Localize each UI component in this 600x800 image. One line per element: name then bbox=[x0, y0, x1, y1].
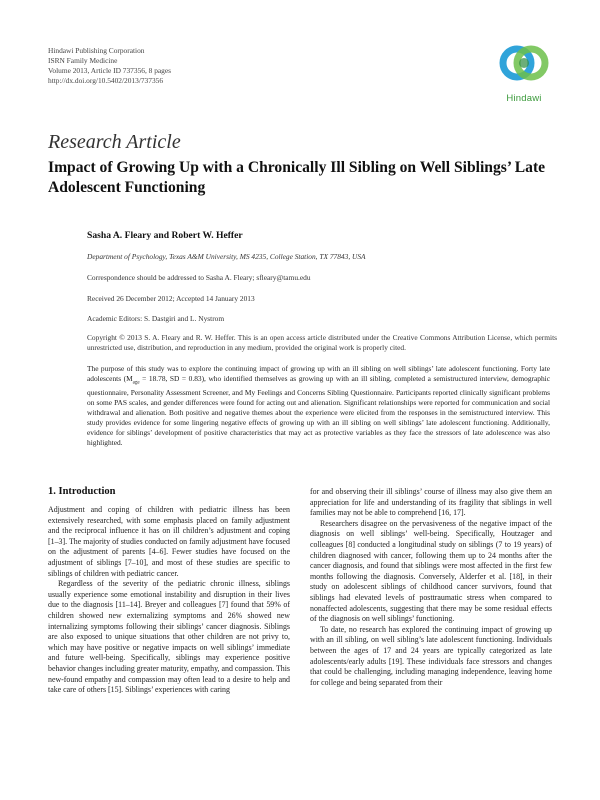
affiliation: Department of Psychology, Texas A&M University, MS 4235, College Station, TX 77843, USA bbox=[87, 252, 366, 261]
body-paragraph: Researchers disagree on the pervasiveness of the negative impact of the diagnosis on well siblings’ well-being. Specifically, Houtzager and colleagues [8] conducted a longitudinal study on siblings (7 to 19 years) of children diagnosed with cancer, following them up to 24 months after the cancer diagnosis, and found that siblings were most affected in the first few months following the diagnosis. Conversely, Alderfer et al. [18], in their study on adolescent siblings of childhood cancer survivors, found that siblings had elevated levels of posttraumatic stress when compared to nonaffected adolescents, suggesting that there may be some residual effects of the diagnosis on well siblings’ functioning. bbox=[310, 518, 552, 624]
academic-editors: Academic Editors: S. Dastgiri and L. Nystrom bbox=[87, 314, 225, 323]
section-heading: 1. Introduction bbox=[48, 486, 116, 497]
abstract bbox=[87, 364, 550, 448]
body-column-left bbox=[48, 505, 290, 696]
body-paragraph: for and observing their ill siblings’ course of illness may also give them an appreciation for life and understanding of its fragility that siblings in well families may not be able to comprehend [16, 17]. bbox=[310, 487, 552, 518]
doi-link[interactable]: http://dx.doi.org/10.5402/2013/737356 bbox=[48, 76, 164, 85]
copyright-notice: Copyright © 2013 S. A. Fleary and R. W. Heffer. This is an open access article distributed under the Creative Commons Attribution License, which permits unrestricted use, distribution, and reproduction in any medium, provided the original work is properly cited. bbox=[87, 333, 557, 352]
abstract-part-1: The purpose of this study was to explore the continuing impact of growing up with an ill sibling on well siblings’ late adolescent functioning. Forty late adolescents (M bbox=[87, 364, 550, 383]
publisher-name: Hindawi Publishing Corporation bbox=[48, 46, 145, 55]
body-paragraph: Regardless of the severity of the pediatric chronic illness, siblings usually experience some emotional instability and disruption in their lives due to the diagnosis [11–14]. Breyer and colleagues [7] found that 59% of children showed new externalizing symptoms and 26% showed new internalizing symptoms following their siblings’ cancer diagnosis. Siblings are also exposed to unique situations that other children are not privy to, which may have positive or negative impacts on well siblings’ immediate and future well-being. Specifically, siblings may experience positive behavior changes including greater maturity, empathy, and compassion. This new-found empathy and compassion may often lead to a desire to help and take care of others [15]. Siblings’ experiences with caring bbox=[48, 579, 290, 695]
logo-wordmark: Hindawi bbox=[506, 93, 542, 104]
volume-info: Volume 2013, Article ID 737356, 8 pages bbox=[48, 66, 172, 75]
correspondence: Correspondence should be addressed to Sasha A. Fleary; sfleary@tamu.edu bbox=[87, 273, 311, 282]
publication-info bbox=[48, 46, 171, 86]
author-list: Sasha A. Fleary and Robert W. Heffer bbox=[87, 230, 243, 241]
abstract-part-2: = 18.78, SD = 0.83), who identified themselves as growing up with an ill sibling, completed a semistructured interview, demographic questionnaire, Personality Assessment Screener, and My Feelings and Concerns Sibling Questionnaire. Participants reported clinically significant problems on some PAS scales, and gender differences were found for acting out and alienation. Significant relationships were reported for communication and social withdrawal and alienation. Both positive and negative themes about the experience were elicited from the responses in the semistructured interview. This study provides evidence for some lingering negative effects of growing up with an ill sibling on well siblings’ late adolescent functioning. Additionally, evidence for siblings’ development of positive characteristics that may act as protective variables as they face the stressors of late adolescence was also highlighted. bbox=[87, 374, 550, 448]
body-column-right bbox=[310, 487, 552, 688]
body-paragraph: Adjustment and coping of children with pediatric illness has been extensively researched, with some emphasis placed on family adjustment and the reciprocal influence it has on ill children’s adjustment and coping [1–3]. The majority of studies conducted on family adjustment have focused on the adjustment of parents [4–6]. Fewer studies have focused on the adjustment of siblings [7–10], and most of these studies are specific to siblings of children with pediatric cancer. bbox=[48, 505, 290, 578]
article-title: Impact of Growing Up with a Chronically Ill Sibling on Well Siblings’ Late Adolescent Functioning bbox=[48, 159, 546, 196]
abstract-subscript: age bbox=[132, 380, 140, 386]
article-type: Research Article bbox=[48, 131, 181, 153]
body-paragraph: To date, no research has explored the continuing impact of growing up with an ill sibling, on well sibling’s late adolescent functioning. Individuals between the ages of 17 and 24 years are typically categorized as late adolescents/early adults [19]. These individuals face stressors and changes that could be challenging, including managing independence, leaving home for college and being separated from their bbox=[310, 624, 552, 687]
received-dates: Received 26 December 2012; Accepted 14 January 2013 bbox=[87, 294, 255, 303]
journal-name: ISRN Family Medicine bbox=[48, 56, 118, 65]
